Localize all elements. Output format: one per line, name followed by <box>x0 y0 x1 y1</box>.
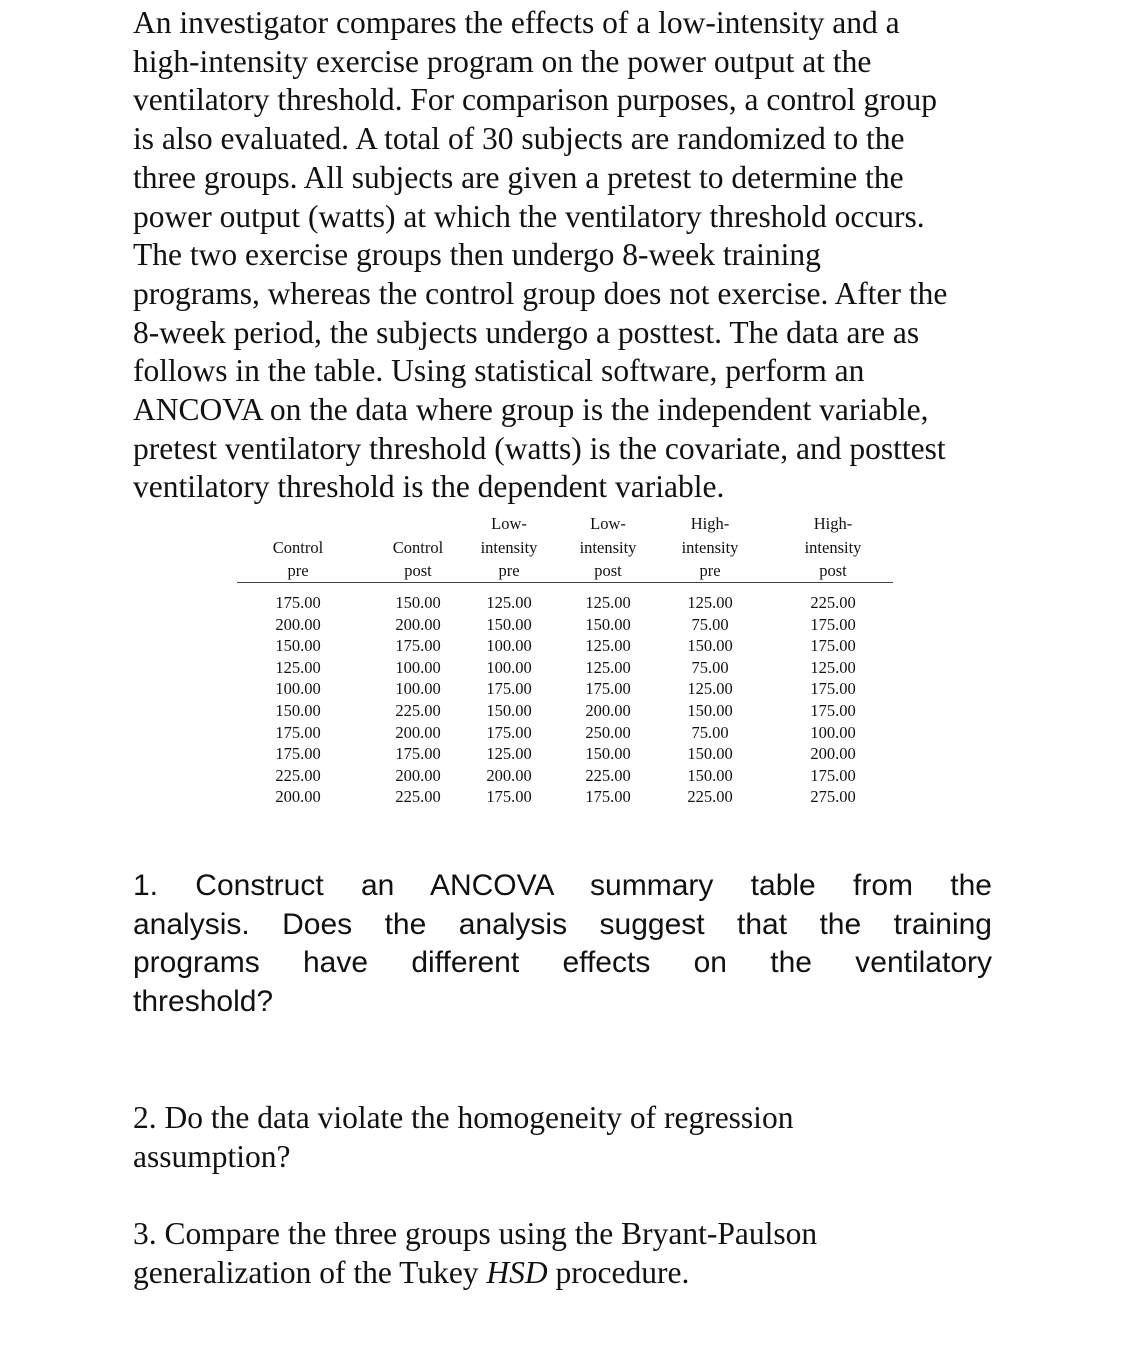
column-header: High- <box>690 514 730 533</box>
table-cell: 125.00 <box>486 593 532 612</box>
table-cell: 100.00 <box>810 722 856 742</box>
table-cell: 75.00 <box>691 657 729 677</box>
table-cell: 200.00 <box>395 722 441 742</box>
question-3-line <box>133 1254 817 1293</box>
table-cell: 150.00 <box>275 636 321 656</box>
table-cell: 125.00 <box>687 593 733 612</box>
table-cell: 225.00 <box>687 787 733 807</box>
table-cell: 175.00 <box>486 679 532 699</box>
table-cell: 100.00 <box>486 636 532 656</box>
intro-line: pretest ventilatory threshold (watts) is the covariate, and posttest <box>133 430 946 466</box>
intro-line: 8-week period, the subjects undergo a posttest. The data are as <box>133 314 920 350</box>
column-header: post <box>594 561 622 580</box>
column-header: pre <box>287 561 309 580</box>
table-cell: 150.00 <box>585 614 631 634</box>
table-cell: 225.00 <box>395 787 441 807</box>
table-cell: 125.00 <box>585 657 631 677</box>
question-3-line: 3. Compare the three groups using the Bryant-Paulson <box>133 1216 818 1251</box>
table-cell: 175.00 <box>275 744 321 764</box>
table-cell: 200.00 <box>810 744 856 764</box>
table-cell: 175.00 <box>395 744 441 764</box>
table-cell: 200.00 <box>395 765 441 785</box>
question-2-line: 2. Do the data violate the homogeneity of regression <box>133 1100 794 1135</box>
hsd-term: HSD <box>486 1254 548 1290</box>
table-cell: 125.00 <box>585 636 631 656</box>
intro-line: power output (watts) at which the ventilatory threshold occurs. <box>133 198 925 234</box>
column-header: Low- <box>491 514 527 533</box>
table-cell: 175.00 <box>486 787 532 807</box>
table-cell: 150.00 <box>486 701 532 720</box>
table-cell: 225.00 <box>275 765 321 785</box>
table-cell: 175.00 <box>810 701 856 720</box>
question-1-line: analysis. Does the analysis suggest that the training <box>133 907 992 941</box>
header-rule <box>237 582 893 583</box>
column-header: pre <box>498 561 520 580</box>
table-cell: 150.00 <box>275 701 321 720</box>
table-cell: 100.00 <box>395 657 441 677</box>
table-cell: 125.00 <box>585 593 631 612</box>
table-cell: 125.00 <box>810 657 856 677</box>
table-cell: 125.00 <box>275 657 321 677</box>
column-header: intensity <box>804 537 862 557</box>
intro-line: ventilatory threshold is the dependent variable. <box>133 469 725 505</box>
table-cell: 225.00 <box>810 593 856 612</box>
table-cell: 150.00 <box>585 744 631 764</box>
table-cell: 175.00 <box>585 787 631 807</box>
question-1 <box>133 867 992 1022</box>
table-cell: 125.00 <box>687 679 733 699</box>
table-cell: 175.00 <box>486 722 532 742</box>
problem-statement <box>133 4 947 507</box>
table-cell: 125.00 <box>486 744 532 764</box>
question-2-line: assumption? <box>133 1138 291 1174</box>
question-1-line: threshold? <box>133 985 274 1019</box>
question-1-line: 1. Construct an ANCOVA summary table from the <box>133 869 992 902</box>
table-cell: 150.00 <box>687 765 733 785</box>
table-cell: 175.00 <box>810 679 856 699</box>
column-header: pre <box>699 561 721 580</box>
table-cell: 175.00 <box>395 636 441 656</box>
table-cell: 275.00 <box>810 787 856 807</box>
column-header: post <box>404 561 432 580</box>
table-cell: 175.00 <box>810 614 856 634</box>
column-header: Low- <box>590 514 626 533</box>
column-header: post <box>819 561 847 580</box>
table-cell: 175.00 <box>810 765 856 785</box>
table-cell: 175.00 <box>810 636 856 656</box>
column-header: intensity <box>480 537 538 557</box>
table-cell: 200.00 <box>395 614 441 634</box>
table-cell: 175.00 <box>275 593 321 612</box>
table-cell: 100.00 <box>275 679 321 699</box>
text: generalization of the Tukey <box>133 1254 487 1290</box>
table-cell: 150.00 <box>395 593 441 612</box>
table-cell: 200.00 <box>486 765 532 785</box>
table-cell: 100.00 <box>486 657 532 677</box>
question-3 <box>133 1215 817 1292</box>
text: procedure. <box>547 1254 690 1290</box>
column-header: Control <box>272 537 324 557</box>
question-2 <box>133 1099 793 1176</box>
column-header: intensity <box>681 537 739 557</box>
question-1-line: programs have different effects on the ventilatory <box>133 946 992 980</box>
table-cell: 250.00 <box>585 722 631 742</box>
intro-line: follows in the table. Using statistical software, perform an <box>133 353 865 389</box>
column-header: High- <box>813 514 853 533</box>
table-cell: 150.00 <box>687 636 733 656</box>
intro-line: three groups. All subjects are given a pretest to determine the <box>133 159 904 195</box>
table-cell: 100.00 <box>395 679 441 699</box>
column-header: Control <box>392 537 444 557</box>
table-cell: 175.00 <box>275 722 321 742</box>
table-cell: 200.00 <box>275 787 321 807</box>
table-cell: 150.00 <box>687 744 733 764</box>
intro-line: is also evaluated. A total of 30 subjects are randomized to the <box>133 121 905 157</box>
intro-line: An investigator compares the effects of a low-intensity and a <box>133 5 900 40</box>
table-cell: 175.00 <box>585 679 631 699</box>
table-cell: 200.00 <box>585 701 631 720</box>
table-cell: 75.00 <box>691 614 729 634</box>
table-cell: 200.00 <box>275 614 321 634</box>
intro-line: programs, whereas the control group does not exercise. After the <box>133 275 948 311</box>
intro-line: The two exercise groups then undergo 8-week training <box>133 237 821 273</box>
table-cell: 225.00 <box>395 701 441 720</box>
intro-line: high-intensity exercise program on the power output at the <box>133 43 872 79</box>
table-cell: 225.00 <box>585 765 631 785</box>
intro-line: ANCOVA on the data where group is the independent variable, <box>133 392 929 428</box>
column-header: intensity <box>579 537 637 557</box>
table-cell: 150.00 <box>687 701 733 720</box>
table-cell: 75.00 <box>691 722 729 742</box>
table-cell: 150.00 <box>486 614 532 634</box>
intro-line: ventilatory threshold. For comparison purposes, a control group <box>133 82 937 118</box>
